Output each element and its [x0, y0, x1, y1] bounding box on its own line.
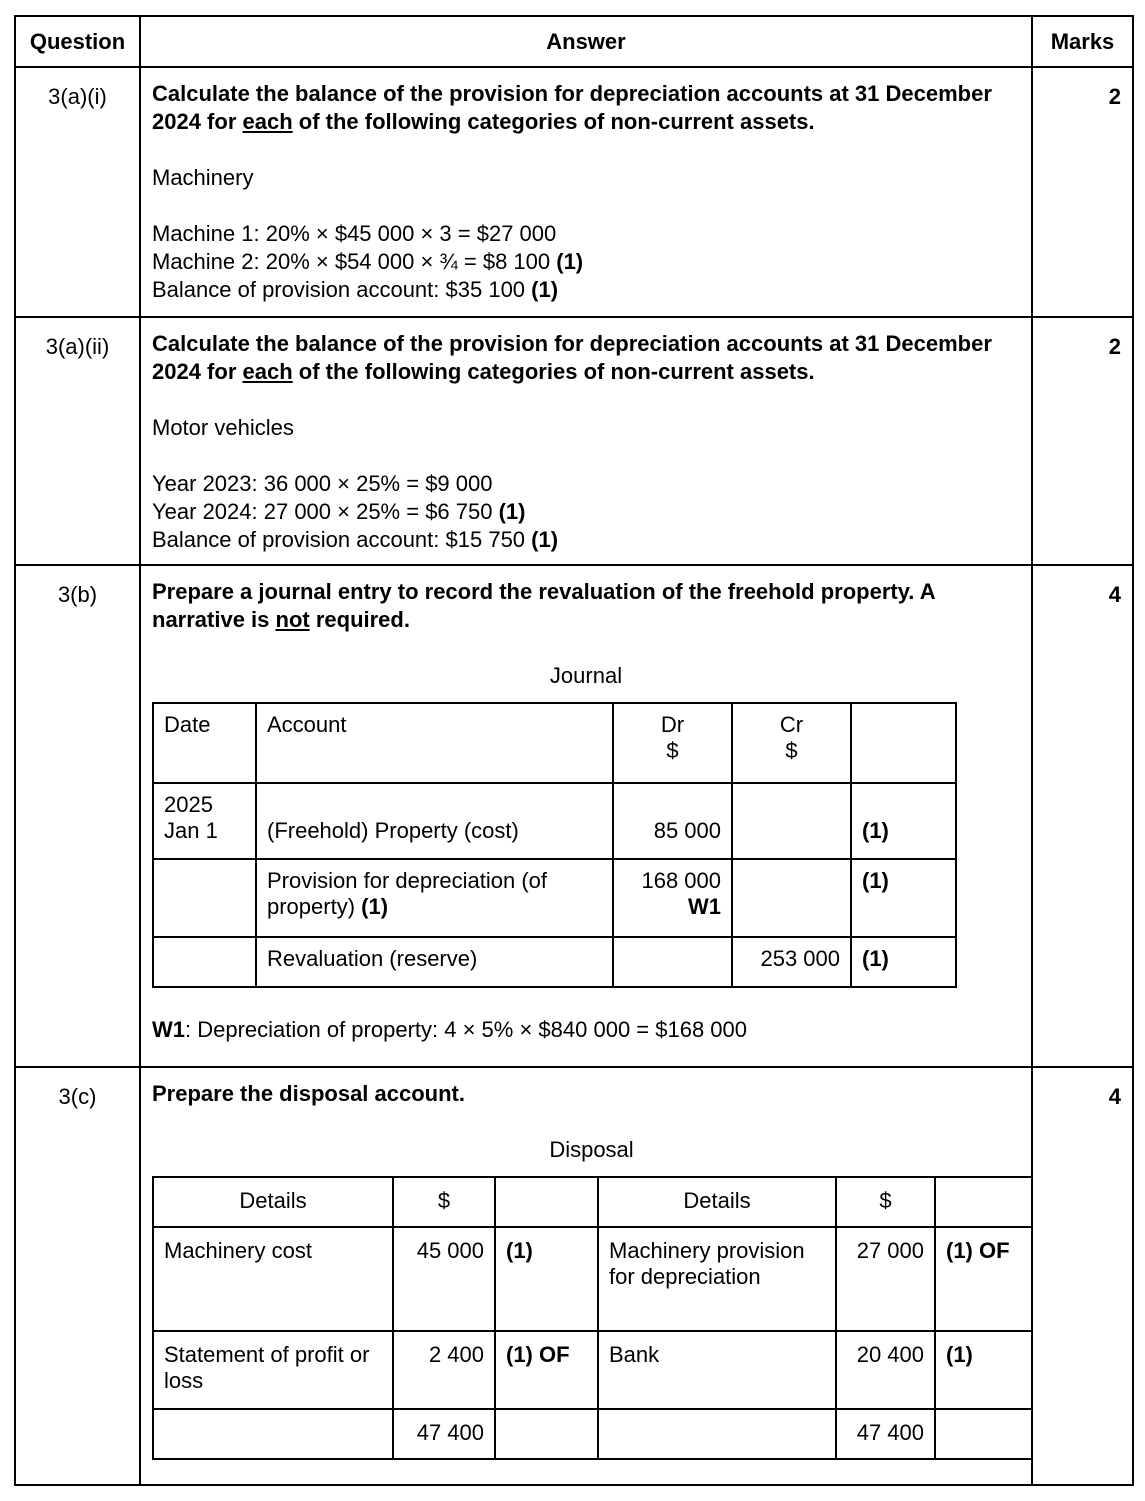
journal-cr	[732, 859, 851, 937]
disposal-row	[153, 1331, 1032, 1409]
details-header: Details	[153, 1177, 393, 1227]
journal-account: Revaluation (reserve)	[256, 937, 613, 987]
account-header: Account	[256, 703, 613, 783]
journal-cr: 253 000	[732, 937, 851, 987]
question-prompt: Calculate the balance of the provision for depreciation accounts at 31 December 2024 for each of the following categories of non-current assets.	[152, 331, 992, 384]
question-number: 3(a)(i)	[15, 67, 140, 317]
mark-scheme-table	[14, 15, 1134, 1486]
journal-date: 2025 Jan 1	[153, 783, 256, 859]
disposal-detail: Machinery cost	[153, 1227, 393, 1331]
journal-account: Provision for depreciation (of property) (1)	[256, 859, 613, 937]
question-prompt: Prepare the disposal account.	[152, 1081, 465, 1106]
marks-value: 4	[1032, 565, 1133, 1067]
marks-value: 2	[1032, 67, 1133, 317]
calc-line: Year 2023: 36 000 × 25% = $9 000	[152, 471, 493, 496]
disposal-row	[153, 1227, 1032, 1331]
journal-dr: 168 000 W1	[613, 859, 732, 937]
question-row	[15, 317, 1133, 565]
journal-title: Journal	[549, 663, 623, 688]
question-number: 3(b)	[15, 565, 140, 1067]
journal-table	[152, 702, 957, 988]
journal-header-row	[153, 703, 956, 783]
disposal-mark: (1) OF	[495, 1331, 598, 1409]
disposal-detail: Machinery provision for depreciation	[598, 1227, 836, 1331]
marks-value: 2	[1032, 317, 1133, 565]
disposal-mark: (1)	[935, 1331, 1032, 1409]
answer-cell	[140, 317, 1032, 565]
disposal-detail: Statement of profit or loss	[153, 1331, 393, 1409]
dr-header: Dr $	[613, 703, 732, 783]
journal-mark: (1)	[851, 937, 956, 987]
total-right: 47 400	[836, 1409, 935, 1459]
disposal-amount: 20 400	[836, 1331, 935, 1409]
header-row	[15, 16, 1133, 67]
question-row	[15, 1067, 1133, 1485]
calc-line: Year 2024: 27 000 × 25% = $6 750 (1)	[152, 499, 526, 524]
calc-line: Machine 2: 20% × $54 000 × ¾ = $8 100 (1)	[152, 249, 584, 274]
question-row	[15, 565, 1133, 1067]
question-prompt: Prepare a journal entry to record the revaluation of the freehold property. A narrative is not required.	[152, 579, 935, 632]
question-number: 3(c)	[15, 1067, 140, 1485]
answer-cell	[140, 1067, 1032, 1485]
cr-header: Cr $	[732, 703, 851, 783]
disposal-amount: 27 000	[836, 1227, 935, 1331]
category-label: Motor vehicles	[152, 415, 294, 440]
journal-row	[153, 783, 956, 859]
journal-mark: (1)	[851, 783, 956, 859]
answer-cell	[140, 565, 1032, 1067]
disposal-account-table	[152, 1176, 1033, 1460]
disposal-title: Disposal	[549, 1137, 634, 1162]
calc-line: Machine 1: 20% × $45 000 × 3 = $27 000	[152, 221, 557, 246]
question-number: 3(a)(ii)	[15, 317, 140, 565]
category-label: Machinery	[152, 165, 254, 190]
journal-row	[153, 859, 956, 937]
answer-header: Answer	[140, 16, 1032, 67]
disposal-total-row	[153, 1409, 1032, 1459]
journal-dr	[613, 937, 732, 987]
disposal-header-row	[153, 1177, 1032, 1227]
question-header: Question	[15, 16, 140, 67]
journal-dr: 85 000	[613, 783, 732, 859]
disposal-mark: (1)	[495, 1227, 598, 1331]
answer-cell	[140, 67, 1032, 317]
marks-header: Marks	[1032, 16, 1133, 67]
question-row	[15, 67, 1133, 317]
calc-line: Balance of provision account: $35 100 (1)	[152, 277, 559, 302]
journal-cr	[732, 783, 851, 859]
disposal-amount: 2 400	[393, 1331, 495, 1409]
amount-header: $	[393, 1177, 495, 1227]
disposal-detail: Bank	[598, 1331, 836, 1409]
disposal-amount: 45 000	[393, 1227, 495, 1331]
calc-line: Balance of provision account: $15 750 (1)	[152, 527, 559, 552]
working-note: W1: Depreciation of property: 4 × 5% × $840 000 = $168 000	[152, 1017, 748, 1042]
details-header: Details	[598, 1177, 836, 1227]
amount-header: $	[836, 1177, 935, 1227]
journal-mark: (1)	[851, 859, 956, 937]
journal-row	[153, 937, 956, 987]
date-header: Date	[153, 703, 256, 783]
total-left: 47 400	[393, 1409, 495, 1459]
disposal-mark: (1) OF	[935, 1227, 1032, 1331]
question-prompt: Calculate the balance of the provision for depreciation accounts at 31 December 2024 for each of the following categories of non-current assets.	[152, 81, 992, 134]
marks-value: 4	[1032, 1067, 1133, 1485]
journal-account: (Freehold) Property (cost)	[256, 783, 613, 859]
